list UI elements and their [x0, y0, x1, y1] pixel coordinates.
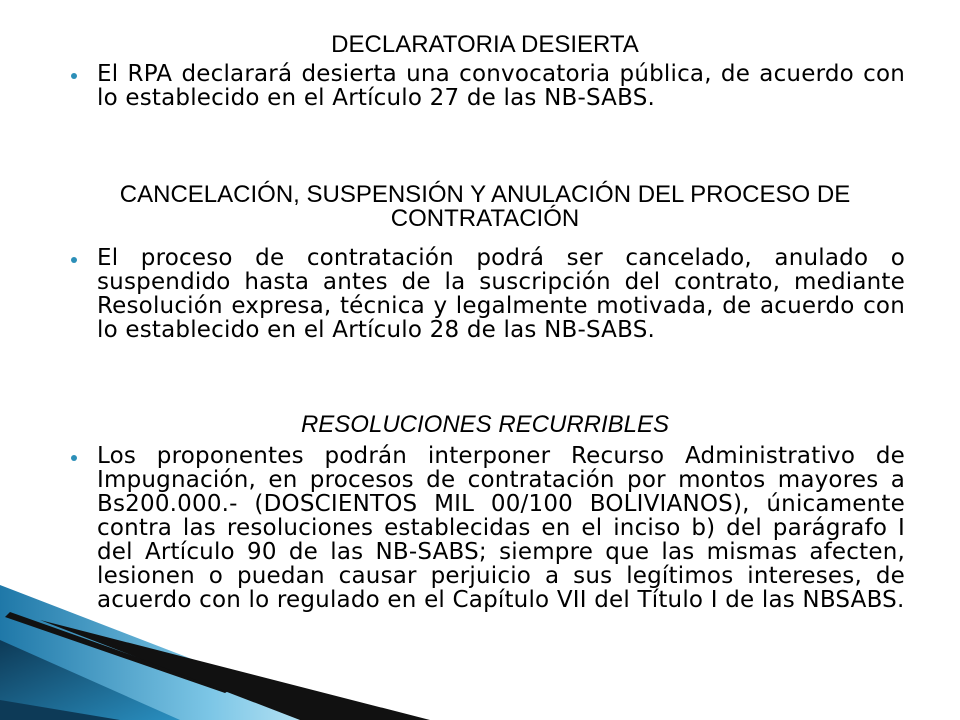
section-heading-resoluciones: RESOLUCIONES RECURRIBLES — [300, 411, 670, 438]
section-paragraph-declaratoria: El RPA declarará desierta una convocatoria pública, de acuerdo con lo establecido en el Artículo 27 de las NB-SABS. — [97, 61, 905, 111]
bullet-icon — [71, 257, 77, 263]
bullet-icon — [71, 455, 77, 461]
section-paragraph-resoluciones: Los proponentes podrán interponer Recurso Administrativo de Impugnación, en procesos de contratación por montos mayores a Bs200.000.- (DOSCIENTOS MIL 00/100 BOLIVIANOS), únicamente contra las resoluciones establecidas en el inciso b) del parágrafo I del Artículo 90 de las NB-SABS; siempre que las mismas afecten, lesionen o puedan causar perjuicio a sus legítimos intereses, de acuerdo con lo regulado en el Capítulo VII del Título I de las NBSABS. — [97, 443, 905, 613]
section-heading-cancelacion: CANCELACIÓN, SUSPENSIÓN Y ANULACIÓN DEL PROCESO DE CONTRATACIÓN — [119, 181, 851, 232]
bullet-icon — [71, 73, 77, 79]
section-paragraph-cancelacion: El proceso de contratación podrá ser cancelado, anulado o suspendido hasta antes de la suscripción del contrato, mediante Resolución expresa, técnica y legalmente motivada, de acuerdo con lo establecido en el Artículo 28 de las NB-SABS. — [97, 245, 905, 343]
section-heading-declaratoria: DECLARATORIA DESIERTA — [331, 31, 639, 58]
